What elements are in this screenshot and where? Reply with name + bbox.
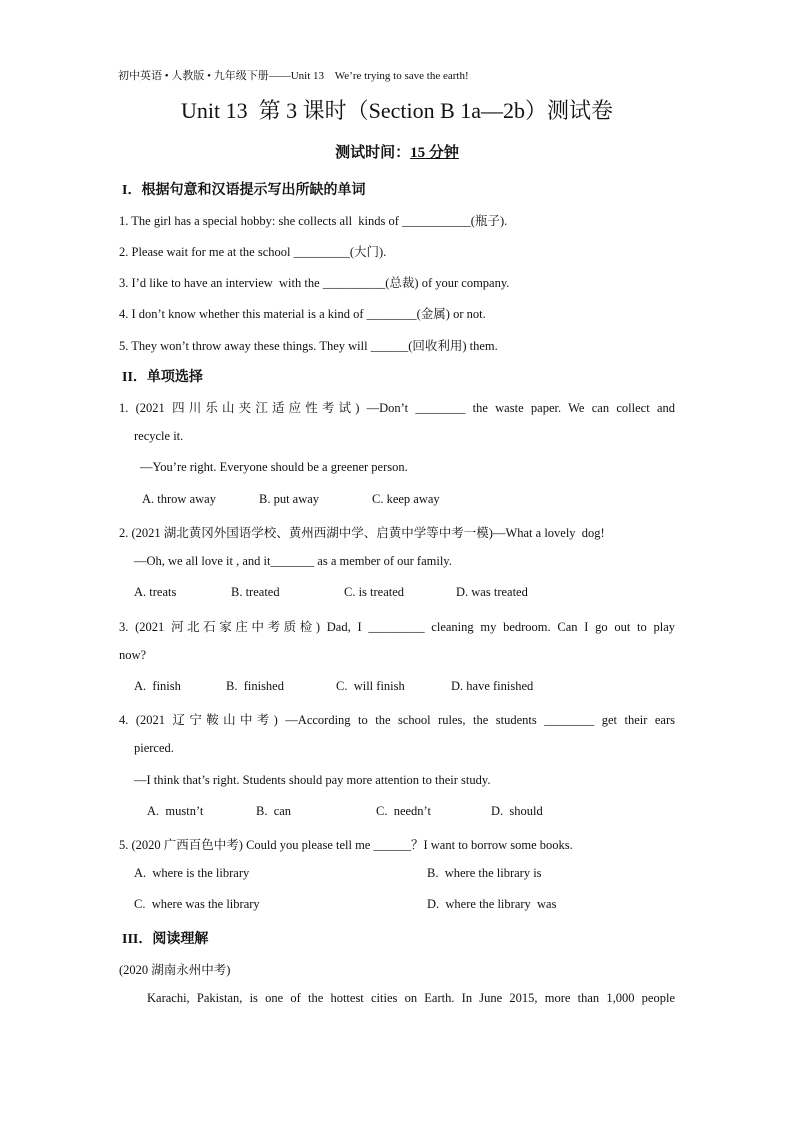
q5-option-b: B. where the library is: [427, 866, 542, 880]
s1-item-3: 3. I’d like to have an interview with the __________(总裁) of your company.: [119, 276, 510, 290]
q2-reply: —Oh, we all love it , and it_______ as a member of our family.: [134, 554, 452, 568]
s1-item-4: 4. I don’t know whether this material is a kind of ________(金属) or not.: [119, 307, 486, 321]
q4-option-c: C. needn’t: [376, 804, 431, 818]
q3-option-b: B. finished: [226, 679, 284, 693]
section-2-heading: II．单项选择: [122, 370, 203, 385]
q3-stem-cont: now?: [119, 648, 147, 662]
q1-option-c: C. keep away: [372, 492, 440, 506]
test-time-value: 15 分钟: [410, 145, 459, 161]
page-title: Unit 13 第 3 课时（Section B 1a—2b）测试卷: [180, 98, 614, 123]
q4-option-a: A. mustn’t: [147, 804, 204, 818]
running-header: 初中英语 • 人教版 • 九年级下册——Unit 13 We’re trying to save the earth!: [118, 70, 469, 82]
q4-stem-cont: pierced.: [134, 741, 174, 755]
passage-paragraph: Karachi, Pakistan, is one of the hottest cities on Earth. In June 2015, more than 1,000 people: [147, 991, 675, 1005]
test-time-label: 测试时间：: [335, 145, 411, 161]
test-time: [0, 141, 794, 162]
q3-option-c: C. will finish: [336, 679, 405, 693]
q2-option-a: A. treats: [134, 585, 177, 599]
q1-stem: 1. (2021 四川乐山夹江适应性考试) —Don’t ________ the waste paper. We can collect and: [119, 401, 675, 415]
q4-option-b: B. can: [256, 804, 292, 818]
section-3-heading: III．阅读理解: [122, 932, 209, 947]
q3-option-d: D. have finished: [451, 679, 534, 693]
q2-option-d: D. was treated: [456, 585, 528, 599]
q1-stem-cont: recycle it.: [134, 429, 184, 443]
q2-stem: 2. (2021 湖北黄冈外国语学校、黄州西湖中学、启黄中学等中考一模)—What a lovely dog!: [119, 526, 605, 540]
s1-item-1: 1. The girl has a special hobby: she collects all kinds of ___________(瓶子).: [119, 214, 508, 228]
q5-option-c: C. where was the library: [134, 897, 260, 911]
section-1-heading: I．根据句意和汉语提示写出所缺的单词: [122, 183, 366, 198]
q4-stem: 4. (2021 辽宁鞍山中考) —According to the school rules, the students ________ get their ears: [119, 713, 675, 727]
q1-option-a: A. throw away: [142, 492, 216, 506]
q4-reply: —I think that’s right. Students should pay more attention to their study.: [134, 773, 491, 787]
q4-option-d: D. should: [491, 804, 543, 818]
q5-option-d: D. where the library was: [427, 897, 557, 911]
passage-source: (2020 湖南永州中考): [119, 963, 231, 977]
s1-item-2: 2. Please wait for me at the school _________(大门).: [119, 245, 387, 259]
q2-option-b: B. treated: [231, 585, 280, 599]
q5-stem: 5. (2020 广西百色中考) Could you please tell me ______？I want to borrow some books.: [119, 838, 573, 852]
q1-option-b: B. put away: [259, 492, 320, 506]
s1-item-5: 5. They won’t throw away these things. They will ______(回收利用) them.: [119, 339, 498, 353]
q5-option-a: A. where is the library: [134, 866, 250, 880]
q3-option-a: A. finish: [134, 679, 181, 693]
q3-stem: 3. (2021 河北石家庄中考质检) Dad, I _________ cleaning my bedroom. Can I go out to play: [119, 620, 675, 634]
q2-option-c: C. is treated: [344, 585, 405, 599]
q1-reply: —You’re right. Everyone should be a greener person.: [140, 460, 408, 474]
